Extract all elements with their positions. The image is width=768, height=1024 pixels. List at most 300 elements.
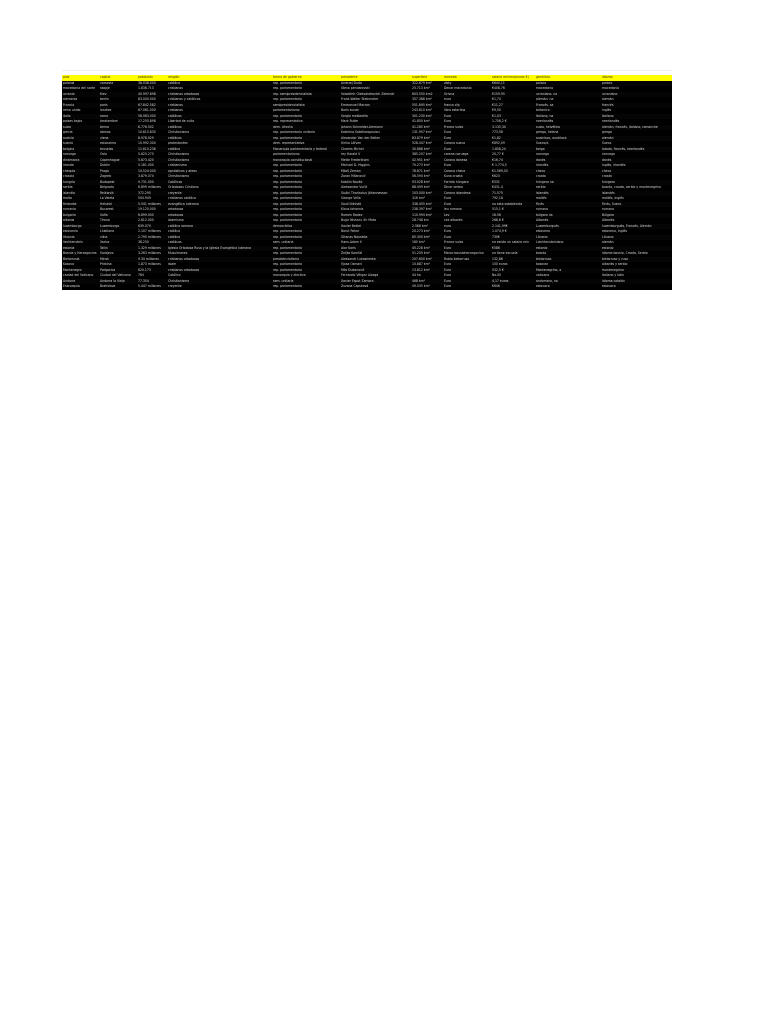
cell-poblacion[interactable]: 5.625.270 — [137, 152, 167, 158]
cell-gentilicio[interactable]: Luxemburgués — [535, 224, 601, 230]
cell-capital[interactable]: Minsk — [99, 257, 137, 263]
cell-pais[interactable]: suecia — [62, 141, 99, 147]
cell-capital[interactable]: La Valeta — [99, 196, 137, 202]
cell-idioma[interactable]: idioma catalán — [601, 279, 672, 285]
cell-capital[interactable]: Vaduz — [99, 240, 137, 246]
cell-forma-de-gobierno[interactable]: monarquía y electiva — [272, 273, 340, 279]
cell-salario-minimo[interactable]: no existe un salario min — [491, 240, 535, 246]
cell-forma-de-gobierno[interactable]: rep. parlamentaria — [272, 246, 340, 252]
cell-forma-de-gobierno[interactable]: semipresidencialista — [272, 103, 340, 109]
cell-presidente[interactable]: Željko Komšić — [340, 251, 411, 257]
cell-poblacion[interactable]: 5.541 millones — [137, 202, 167, 208]
cell-poblacion[interactable]: 764 — [137, 273, 167, 279]
cell-idioma[interactable]: islandés — [601, 191, 672, 197]
cell-poblacion[interactable]: 620.173 — [137, 268, 167, 274]
cell-moneda[interactable]: Euro — [443, 273, 491, 279]
cell-religion[interactable]: evangélica luterana — [167, 202, 272, 208]
cell-capital[interactable]: Dublín — [99, 163, 137, 169]
cell-forma-de-gobierno[interactable]: rep. parlamentaria — [272, 229, 340, 235]
cell-salario-minimo[interactable]: 773,58 — [491, 130, 535, 136]
cell-superficie[interactable]: 385.207 km² — [411, 152, 443, 158]
cell-idioma[interactable]: danés — [601, 158, 672, 164]
cell-pais[interactable]: macedonia del norte — [62, 86, 99, 92]
cell-religion[interactable]: católicos — [167, 125, 272, 131]
cell-salario-minimo[interactable]: 71.575 — [491, 191, 535, 197]
cell-forma-de-gobierno[interactable]: rep. parlamentaria — [272, 218, 340, 224]
cell-moneda[interactable]: Denar macedonio — [443, 86, 491, 92]
cell-presidente[interactable]: Volodímir Oleksándrovich Zelenski — [340, 92, 411, 98]
cell-religion[interactable]: Libertad de culto — [167, 119, 272, 125]
cell-presidente[interactable]: Alar Karis — [340, 246, 411, 252]
cell-superficie[interactable]: 2.586 km² — [411, 224, 443, 230]
cell-pais[interactable]: croacia — [62, 174, 99, 180]
cell-superficie[interactable]: 338.455 km² — [411, 202, 443, 208]
cell-capital[interactable]: Podgorica — [99, 268, 137, 274]
cell-presidente[interactable]: Gitanas Nausėda — [340, 235, 411, 241]
cell-moneda[interactable]: Euro — [443, 262, 491, 268]
cell-idioma[interactable]: Lituano — [601, 235, 672, 241]
cell-salario-minimo[interactable]: 515,1 € — [491, 207, 535, 213]
cell-capital[interactable]: Tallin — [99, 246, 137, 252]
cell-poblacion[interactable]: 3.263 millones — [137, 251, 167, 257]
cell-moneda[interactable]: Grivna — [443, 92, 491, 98]
cell-gentilicio[interactable]: alemán. na — [535, 97, 601, 103]
column-header-idioma[interactable]: idioma — [601, 75, 672, 81]
cell-moneda[interactable]: Franco suizo — [443, 240, 491, 246]
cell-gentilicio[interactable]: vaticano — [535, 273, 601, 279]
cell-capital[interactable]: Reikiavik — [99, 191, 137, 197]
cell-idioma[interactable]: croata — [601, 174, 672, 180]
cell-forma-de-gobierno[interactable]: rep. parlamentaria — [272, 191, 340, 197]
cell-forma-de-gobierno[interactable]: rep. parlamentaria — [272, 251, 340, 257]
cell-religion[interactable]: cristianos — [167, 103, 272, 109]
cell-presidente[interactable]: Klaus Iohannis — [340, 207, 411, 213]
cell-gentilicio[interactable]: bosnio — [535, 251, 601, 257]
cell-moneda[interactable]: Franco suizo — [443, 125, 491, 131]
cell-salario-minimo[interactable]: 16.56 — [491, 213, 535, 219]
cell-idioma[interactable]: inglés — [601, 108, 672, 114]
cell-gentilicio[interactable]: bielorruso — [535, 257, 601, 263]
cell-idioma[interactable]: Búlgaro — [601, 213, 672, 219]
cell-poblacion[interactable]: 3.879.074 — [137, 174, 167, 180]
cell-presidente[interactable]: George Vella — [340, 196, 411, 202]
cell-idioma[interactable]: bosnio, croata, serbio y montenegrino — [601, 185, 672, 191]
cell-idioma[interactable]: italiano y latin — [601, 273, 672, 279]
cell-moneda[interactable]: corona noruega — [443, 152, 491, 158]
column-header-forma-de-gobierno[interactable]: forma de gobierno — [272, 75, 340, 81]
cell-idioma[interactable]: Sueco — [601, 141, 672, 147]
cell-superficie[interactable]: 56.594 km² — [411, 174, 443, 180]
cell-religion[interactable]: católica — [167, 235, 272, 241]
cell-presidente[interactable]: Ulrika Löfven — [340, 141, 411, 147]
cell-presidente[interactable]: Vjosa Osmani — [340, 262, 411, 268]
cell-poblacion[interactable]: 2.795 millones — [137, 235, 167, 241]
cell-moneda[interactable]: libra esterlina — [443, 108, 491, 114]
cell-idioma[interactable]: estonio — [601, 246, 672, 252]
cell-salario-minimo[interactable]: €892,09 — [491, 141, 535, 147]
cell-pais[interactable]: finlandia — [62, 202, 99, 208]
cell-gentilicio[interactable]: kosovar — [535, 262, 601, 268]
cell-salario-minimo[interactable]: No.00 — [491, 273, 535, 279]
cell-superficie[interactable]: 110.994 km² — [411, 213, 443, 219]
cell-presidente[interactable]: Aleksandar Vučić — [340, 185, 411, 191]
cell-capital[interactable]: Andorra la Vieja — [99, 279, 137, 285]
cell-poblacion[interactable]: 6.899 millones — [137, 185, 167, 191]
cell-poblacion[interactable]: 372.295 — [137, 191, 167, 197]
cell-capital[interactable]: berlín — [99, 97, 137, 103]
cell-salario-minimo[interactable]: €1,03 — [491, 114, 535, 120]
cell-capital[interactable]: Praga — [99, 169, 137, 175]
cell-gentilicio[interactable]: danés — [535, 158, 601, 164]
cell-moneda[interactable]: Euro — [443, 268, 491, 274]
cell-capital[interactable]: paris — [99, 103, 137, 109]
cell-religion[interactable]: cristianos — [167, 108, 272, 114]
cell-salario-minimo[interactable]: €11,27 — [491, 103, 535, 109]
cell-poblacion[interactable]: 40.997.698 — [137, 92, 167, 98]
cell-idioma[interactable]: inglés, irlandés — [601, 163, 672, 169]
cell-superficie[interactable]: 528.447 km² — [411, 141, 443, 147]
cell-pais[interactable]: alemania — [62, 97, 99, 103]
cell-presidente[interactable]: Sauli Niinistö — [340, 202, 411, 208]
cell-presidente[interactable]: Xavier Bettel — [340, 224, 411, 230]
cell-presidente[interactable]: Frank-Walter Steinmeier — [340, 97, 411, 103]
cell-superficie[interactable]: 160 km² — [411, 240, 443, 246]
cell-salario-minimo[interactable]: no tiene escuela — [491, 251, 535, 257]
cell-poblacion[interactable]: 639.070 — [137, 224, 167, 230]
cell-moneda[interactable]: złoty — [443, 81, 491, 87]
cell-capital[interactable]: estocolmo — [99, 141, 137, 147]
cell-idioma[interactable]: Albanés — [601, 218, 672, 224]
cell-poblacion[interactable]: 10.992.304 — [137, 141, 167, 147]
cell-superficie[interactable]: 41.850 km² — [411, 119, 443, 125]
cell-moneda[interactable]: Kuna croata — [443, 174, 491, 180]
cell-salario-minimo[interactable]: €16,74 — [491, 158, 535, 164]
cell-forma-de-gobierno[interactable]: parlamentarismo — [272, 108, 340, 114]
cell-salario-minimo[interactable]: 792,18 — [491, 196, 535, 202]
cell-religion[interactable]: Musulmanes — [167, 251, 272, 257]
cell-presidente[interactable]: Milo Đukanović — [340, 268, 411, 274]
cell-presidente[interactable]: Charles Michel — [340, 147, 411, 153]
cell-superficie[interactable]: 83.879 km² — [411, 136, 443, 142]
cell-forma-de-gobierno[interactable]: rep. parlamentaria — [272, 202, 340, 208]
cell-religion[interactable]: creyente — [167, 191, 272, 197]
cell-presidente[interactable]: rey Harald V — [340, 152, 411, 158]
cell-gentilicio[interactable]: irlandés — [535, 163, 601, 169]
cell-poblacion[interactable]: 19.120.000 — [137, 207, 167, 213]
cell-idioma[interactable]: latado, francés, neerlandés — [601, 147, 672, 153]
cell-religion[interactable]: islam — [167, 262, 272, 268]
cell-salario-minimo[interactable]: no esta establecida — [491, 202, 535, 208]
cell-salario-minimo[interactable]: 730€ — [491, 235, 535, 241]
cell-gentilicio[interactable]: ucraniano. na — [535, 92, 601, 98]
cell-religion[interactable]: cristianos ortodoxos — [167, 268, 272, 274]
column-header-poblacion[interactable]: población — [137, 75, 167, 81]
cell-superficie[interactable]: 316 km² — [411, 196, 443, 202]
cell-poblacion[interactable]: 77.354 — [137, 279, 167, 285]
cell-presidente[interactable]: Guðni Thorlacius Jóhannesson — [340, 191, 411, 197]
cell-capital[interactable]: Kiev — [99, 92, 137, 98]
cell-pais[interactable]: Francia — [62, 103, 99, 109]
cell-salario-minimo[interactable]: €1.569,03 — [491, 169, 535, 175]
cell-pais[interactable]: italia — [62, 114, 99, 120]
cell-moneda[interactable]: Corona checa — [443, 169, 491, 175]
cell-moneda[interactable]: Euro — [443, 284, 491, 290]
cell-forma-de-gobierno[interactable]: presidencialismo — [272, 257, 340, 263]
cell-forma-de-gobierno[interactable]: rep. parlamentaria — [272, 284, 340, 290]
cell-superficie[interactable]: 551.695 km² — [411, 103, 443, 109]
cell-salario-minimo[interactable]: €408,76 — [491, 86, 535, 92]
cell-presidente[interactable]: Rumen Radev — [340, 213, 411, 219]
cell-capital[interactable]: Helsinki — [99, 202, 137, 208]
cell-forma-de-gobierno[interactable]: rep. parlamentaria — [272, 169, 340, 175]
cell-idioma[interactable]: Italiano — [601, 114, 672, 120]
cell-religion[interactable]: católica — [167, 81, 272, 87]
cell-religion[interactable]: Christianismo — [167, 158, 272, 164]
cell-moneda[interactable]: Euro — [443, 163, 491, 169]
cell-gentilicio[interactable]: Albanés — [535, 218, 601, 224]
cell-presidente[interactable]: Fernando Vérgez Alzaga — [340, 273, 411, 279]
cell-forma-de-gobierno[interactable]: rep. parlamentaria — [272, 196, 340, 202]
cell-pais[interactable]: islandia — [62, 191, 99, 197]
cell-idioma[interactable]: checo — [601, 169, 672, 175]
cell-idioma[interactable]: bielorruso y ruso — [601, 257, 672, 263]
cell-salario-minimo[interactable]: €640,11 — [491, 81, 535, 87]
cell-moneda[interactable]: Euro — [443, 136, 491, 142]
cell-gentilicio[interactable]: noruego — [535, 152, 601, 158]
cell-salario-minimo[interactable]: 1.756,2 € — [491, 119, 535, 125]
cell-superficie[interactable]: 44 ha — [411, 273, 443, 279]
cell-religion[interactable]: creyente — [167, 284, 272, 290]
cell-pais[interactable]: Bosnia y Herzegovina — [62, 251, 99, 257]
cell-moneda[interactable]: Euro — [443, 147, 491, 153]
column-header-capital[interactable]: capital — [99, 75, 137, 81]
cell-capital[interactable]: Oslo — [99, 152, 137, 158]
cell-salario-minimo[interactable]: €9,50 — [491, 108, 535, 114]
cell-poblacion[interactable]: 1.836.713 — [137, 86, 167, 92]
cell-superficie[interactable]: 103.000 km² — [411, 191, 443, 197]
cell-forma-de-gobierno[interactable]: rep. parlamentaria — [272, 213, 340, 219]
cell-salario-minimo[interactable]: €531 — [491, 180, 535, 186]
cell-capital[interactable]: skopje — [99, 86, 137, 92]
cell-poblacion[interactable]: 5.873.420 — [137, 158, 167, 164]
cell-pais[interactable]: Eslovaquia — [62, 284, 99, 290]
cell-pais[interactable]: liechtenstein — [62, 240, 99, 246]
cell-poblacion[interactable]: 2.812.000 — [137, 218, 167, 224]
cell-poblacion[interactable]: 83.000.000 — [137, 97, 167, 103]
cell-salario-minimo[interactable]: 268,6 € — [491, 218, 535, 224]
cell-pais[interactable]: suiza — [62, 125, 99, 131]
cell-presidente[interactable]: Aleksandr Lukashenko — [340, 257, 411, 263]
cell-moneda[interactable]: Lek albanés — [443, 218, 491, 224]
cell-idioma[interactable]: griego — [601, 130, 672, 136]
cell-capital[interactable]: roma — [99, 114, 137, 120]
cell-forma-de-gobierno[interactable]: rep. parlamentaria — [272, 81, 340, 87]
cell-superficie[interactable]: 13.812 km² — [411, 268, 443, 274]
cell-superficie[interactable]: 207.600 km² — [411, 257, 443, 263]
cell-religion[interactable]: ortodoxos — [167, 207, 272, 213]
cell-gentilicio[interactable]: Finés — [535, 202, 601, 208]
cell-salario-minimo[interactable]: 3.135,34 — [491, 125, 535, 131]
cell-pais[interactable]: serbia — [62, 185, 99, 191]
cell-salario-minimo[interactable]: €620 — [491, 174, 535, 180]
cell-gentilicio[interactable]: eslovaco — [535, 284, 601, 290]
cell-poblacion[interactable]: 67.842.582 — [137, 103, 167, 109]
cell-superficie[interactable]: 301.230 km² — [411, 114, 443, 120]
cell-moneda[interactable]: Euro — [443, 235, 491, 241]
cell-idioma[interactable]: luxemburgués, Francés, Alemán — [601, 224, 672, 230]
cell-superficie[interactable]: 30.688 km² — [411, 147, 443, 153]
cell-pais[interactable]: lituania — [62, 235, 99, 241]
cell-moneda[interactable]: Euro — [443, 130, 491, 136]
cell-superficie[interactable]: 468 km² — [411, 279, 443, 285]
cell-superficie[interactable]: 93.028 km² — [411, 180, 443, 186]
cell-religion[interactable]: cristianismo — [167, 163, 272, 169]
cell-moneda[interactable]: euro — [443, 224, 491, 230]
cell-moneda[interactable]: Euro — [443, 114, 491, 120]
cell-capital[interactable]: Luxemburgo — [99, 224, 137, 230]
cell-religion[interactable]: católicos — [167, 114, 272, 120]
cell-pais[interactable]: bulgaria — [62, 213, 99, 219]
cell-presidente[interactable]: Zuzana Čaputová — [340, 284, 411, 290]
cell-pais[interactable]: ciudad del Vaticano — [62, 273, 99, 279]
cell-moneda[interactable]: Corona sueca — [443, 141, 491, 147]
cell-pais[interactable]: ucrania — [62, 92, 99, 98]
cell-religion[interactable]: ortodoxos — [167, 213, 272, 219]
cell-moneda[interactable]: Euro — [443, 246, 491, 252]
cell-poblacion[interactable]: 5.181.000 — [137, 163, 167, 169]
cell-forma-de-gobierno[interactable]: rep. parlamentaria unitaria — [272, 130, 340, 136]
cell-salario-minimo[interactable]: €646 — [491, 284, 535, 290]
cell-gentilicio[interactable]: macedonio — [535, 86, 601, 92]
cell-presidente[interactable]: Stevo pendarovski — [340, 86, 411, 92]
cell-idioma[interactable]: noruego — [601, 152, 672, 158]
cell-capital[interactable]: Sarajevo — [99, 251, 137, 257]
cell-forma-de-gobierno[interactable]: rep. representativa — [272, 119, 340, 125]
cell-superficie[interactable]: 243.610 km² — [411, 108, 443, 114]
cell-pais[interactable]: estonia — [62, 246, 99, 252]
cell-capital[interactable]: Pristina — [99, 262, 137, 268]
cell-salario-minimo[interactable]: €586 — [491, 246, 535, 252]
cell-religion[interactable]: cristianos ortodoxos — [167, 92, 272, 98]
cell-presidente[interactable]: Miloš Zeman — [340, 169, 411, 175]
cell-superficie[interactable]: 20.273 km² — [411, 229, 443, 235]
cell-superficie[interactable]: 28.748 km — [411, 218, 443, 224]
cell-capital[interactable]: Bucarest — [99, 207, 137, 213]
cell-forma-de-gobierno[interactable]: sem. unitaria — [272, 279, 340, 285]
cell-forma-de-gobierno[interactable]: rep. parlamentaria — [272, 268, 340, 274]
cell-superficie[interactable]: 51.209 km² — [411, 251, 443, 257]
cell-idioma[interactable]: Finés, Sueco — [601, 202, 672, 208]
cell-gentilicio[interactable]: checo — [535, 169, 601, 175]
cell-presidente[interactable]: Katerina Sakellaropoulou — [340, 130, 411, 136]
cell-salario-minimo[interactable]: €1,82 — [491, 136, 535, 142]
cell-moneda[interactable]: Corona danesa — [443, 158, 491, 164]
cell-superficie[interactable]: 45.228 km² — [411, 246, 443, 252]
cell-capital[interactable]: Copenhague — [99, 158, 137, 164]
cell-presidente[interactable]: Emmanuel Macron — [340, 103, 411, 109]
cell-idioma[interactable]: maltés, Inglés — [601, 196, 672, 202]
cell-salario-minimo[interactable]: 4,17 euros — [491, 279, 535, 285]
cell-capital[interactable]: Bratislava — [99, 284, 137, 290]
cell-presidente[interactable]: Mark Rutte — [340, 119, 411, 125]
column-header-presidente[interactable]: presidente — [340, 75, 411, 81]
cell-capital[interactable]: Ciudad del Vaticano — [99, 273, 137, 279]
cell-religion[interactable]: agnósticos y ateos — [167, 169, 272, 175]
cell-superficie[interactable]: 78.871 km² — [411, 169, 443, 175]
cell-superficie[interactable]: 10.887 km² — [411, 262, 443, 268]
cell-capital[interactable]: vilna — [99, 235, 137, 241]
cell-moneda[interactable]: Euro — [443, 196, 491, 202]
cell-pais[interactable]: Kosovo — [62, 262, 99, 268]
cell-pais[interactable]: belgica — [62, 147, 99, 153]
cell-superficie[interactable]: 131.957 km² — [411, 130, 443, 136]
cell-moneda[interactable]: Rublo bielorruso — [443, 257, 491, 263]
cell-capital[interactable]: viena — [99, 136, 137, 142]
cell-forma-de-gobierno[interactable]: dem. directa — [272, 125, 340, 131]
cell-poblacion[interactable]: 9.34 millones — [137, 257, 167, 263]
cell-religion[interactable]: Christianismo — [167, 174, 272, 180]
cell-presidente[interactable]: Borut Pahor — [340, 229, 411, 235]
cell-poblacion[interactable]: 67.081.000 — [137, 108, 167, 114]
cell-capital[interactable]: bruselas — [99, 147, 137, 153]
cell-presidente[interactable]: Mette Frederiksen — [340, 158, 411, 164]
cell-forma-de-gobierno[interactable]: parlamentarismo — [272, 152, 340, 158]
cell-idioma[interactable]: idioma bosnio, Croata, Serbio — [601, 251, 672, 257]
cell-gentilicio[interactable]: andorrano, na — [535, 279, 601, 285]
cell-capital[interactable]: Budapest — [99, 180, 137, 186]
cell-pais[interactable]: dinamarca — [62, 158, 99, 164]
cell-moneda[interactable]: Dinar serbio — [443, 185, 491, 191]
cell-poblacion[interactable]: 1.329 millones — [137, 246, 167, 252]
cell-gentilicio[interactable]: suizo, helvético — [535, 125, 601, 131]
cell-gentilicio[interactable]: húngaro na — [535, 180, 601, 186]
cell-presidente[interactable]: Boris sunak — [340, 108, 411, 114]
cell-poblacion[interactable]: 504.949 — [137, 196, 167, 202]
cell-capital[interactable]: ámsterdam — [99, 119, 137, 125]
cell-idioma[interactable]: polaco — [601, 81, 672, 87]
cell-presidente[interactable]: Xavier Espot Zamora — [340, 279, 411, 285]
column-header-superficie[interactable]: superficie — [411, 75, 443, 81]
cell-religion[interactable]: cristianos católica — [167, 196, 272, 202]
cell-moneda[interactable]: euro — [443, 97, 491, 103]
cell-capital[interactable]: Liubliana — [99, 229, 137, 235]
cell-pais[interactable]: noruega — [62, 152, 99, 158]
cell-religion[interactable]: católica romana — [167, 224, 272, 230]
cell-presidente[interactable]: Alexander Van der Bellen — [340, 136, 411, 142]
cell-gentilicio[interactable]: Liechtensteiniano — [535, 240, 601, 246]
cell-capital[interactable]: Sofía — [99, 213, 137, 219]
cell-salario-minimo[interactable]: 20,77 € — [491, 152, 535, 158]
cell-gentilicio[interactable]: búlgaro na — [535, 213, 601, 219]
cell-pais[interactable]: hungría — [62, 180, 99, 186]
cell-pais[interactable]: polonia — [62, 81, 99, 87]
cell-salario-minimo[interactable]: 100 euros — [491, 262, 535, 268]
cell-gentilicio[interactable]: Francés. sa — [535, 103, 601, 109]
cell-superficie[interactable]: 65.300 km² — [411, 235, 443, 241]
cell-pais[interactable]: albania — [62, 218, 99, 224]
cell-superficie[interactable]: 25.713 km² — [411, 86, 443, 92]
cell-gentilicio[interactable]: griego, helena — [535, 130, 601, 136]
cell-pais[interactable]: chequia — [62, 169, 99, 175]
cell-capital[interactable]: berna — [99, 125, 137, 131]
cell-salario-minimo[interactable]: €1,74 — [491, 97, 535, 103]
cell-superficie[interactable]: 70.273 km² — [411, 163, 443, 169]
cell-religion[interactable]: católicos — [167, 136, 272, 142]
cell-poblacion[interactable]: 5.447 millones — [137, 284, 167, 290]
cell-idioma[interactable]: albanés y serbio — [601, 262, 672, 268]
cell-presidente[interactable]: Johann Schneider-Ammann — [340, 125, 411, 131]
cell-capital[interactable]: Belgrado — [99, 185, 137, 191]
